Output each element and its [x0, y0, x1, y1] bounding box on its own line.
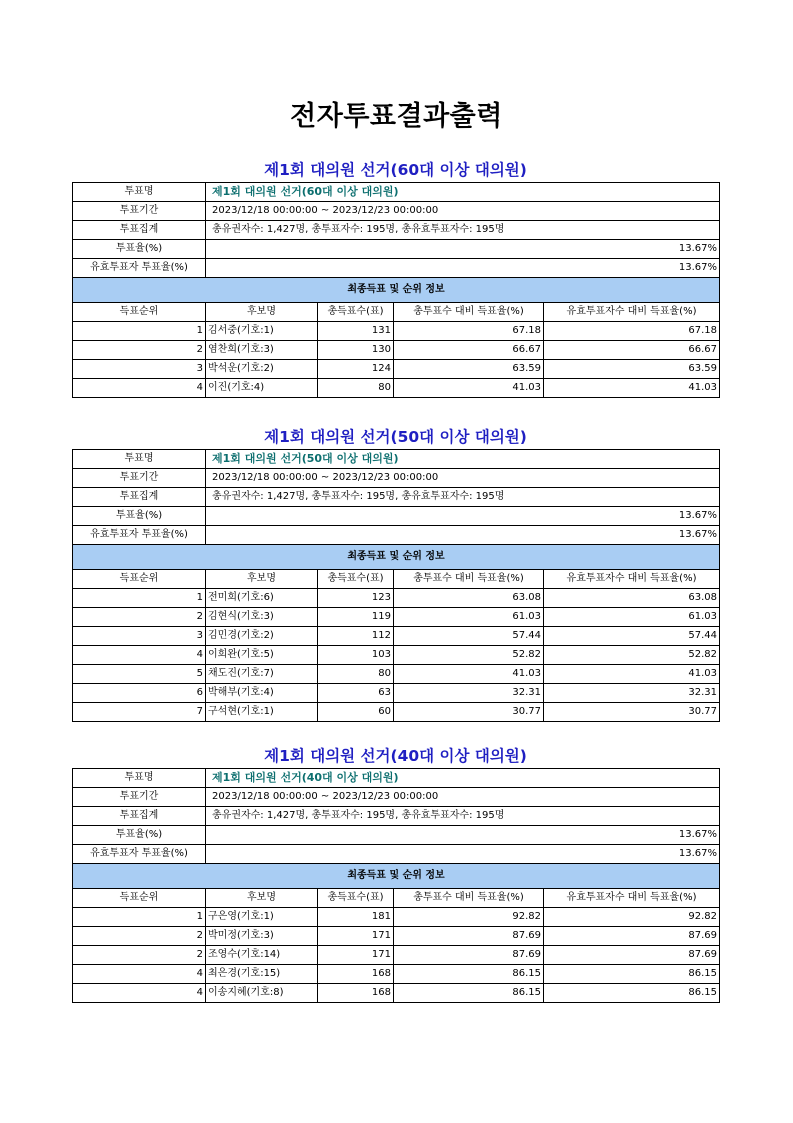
pct-valid-cell: 41.03	[544, 379, 720, 398]
result-row	[73, 646, 720, 665]
pct-total-cell: 67.18	[394, 322, 544, 341]
votes-cell: 171	[318, 946, 394, 965]
candidate-cell: 김민경(기호:2)	[206, 627, 318, 646]
votes-cell: 112	[318, 627, 394, 646]
pct-total-cell: 52.82	[394, 646, 544, 665]
candidate-cell: 이송지혜(기호:8)	[206, 984, 318, 1003]
votes-cell: 63	[318, 684, 394, 703]
pct-total-cell: 86.15	[394, 965, 544, 984]
candidate-cell: 박해부(기호:4)	[206, 684, 318, 703]
election-section	[72, 744, 719, 1003]
pct-total-cell: 66.67	[394, 341, 544, 360]
result-row	[73, 946, 720, 965]
election-name: 제1회 대의원 선거(40대 이상 대의원)	[206, 769, 720, 788]
votes-cell: 171	[318, 927, 394, 946]
col-header-pct-total: 총투표수 대비 득표율(%)	[394, 303, 544, 322]
election-table	[72, 449, 720, 722]
info-row-tally	[73, 221, 720, 240]
rank-cell: 3	[73, 627, 206, 646]
candidate-cell: 최은경(기호:15)	[206, 965, 318, 984]
votes-cell: 130	[318, 341, 394, 360]
label-valid-rate: 유효투표자 투표율(%)	[73, 845, 206, 864]
col-header-rank: 득표순위	[73, 570, 206, 589]
result-row	[73, 965, 720, 984]
votes-cell: 168	[318, 965, 394, 984]
col-header-votes: 총득표수(표)	[318, 570, 394, 589]
result-header-row	[73, 303, 720, 322]
vote-tally: 총유권자수: 1,427명, 총투표자수: 195명, 총유효투표자수: 195명	[206, 807, 720, 826]
pct-valid-cell: 86.15	[544, 984, 720, 1003]
pct-valid-cell: 67.18	[544, 322, 720, 341]
col-header-rank: 득표순위	[73, 889, 206, 908]
label-tally: 투표집계	[73, 807, 206, 826]
election-table	[72, 768, 720, 1003]
col-header-votes: 총득표수(표)	[318, 303, 394, 322]
candidate-cell: 채도진(기호:7)	[206, 665, 318, 684]
valid-turnout-rate: 13.67%	[206, 259, 720, 278]
section-title: 제1회 대의원 선거(50대 이상 대의원)	[264, 428, 527, 446]
result-row	[73, 627, 720, 646]
result-row	[73, 322, 720, 341]
label-name: 투표명	[73, 450, 206, 469]
col-header-candidate: 후보명	[206, 889, 318, 908]
rank-cell: 4	[73, 646, 206, 665]
info-row-valid-rate	[73, 845, 720, 864]
pct-total-cell: 92.82	[394, 908, 544, 927]
section-title: 제1회 대의원 선거(60대 이상 대의원)	[264, 161, 527, 179]
col-header-rank: 득표순위	[73, 303, 206, 322]
col-header-pct-valid: 유효투표자수 대비 득표율(%)	[544, 570, 720, 589]
pct-valid-cell: 63.08	[544, 589, 720, 608]
rank-cell: 6	[73, 684, 206, 703]
label-tally: 투표집계	[73, 488, 206, 507]
result-band	[73, 278, 720, 303]
rank-cell: 5	[73, 665, 206, 684]
label-name: 투표명	[73, 769, 206, 788]
candidate-cell: 구석현(기호:1)	[206, 703, 318, 722]
rank-cell: 7	[73, 703, 206, 722]
label-rate: 투표율(%)	[73, 240, 206, 259]
result-row	[73, 984, 720, 1003]
turnout-rate: 13.67%	[206, 507, 720, 526]
pct-valid-cell: 52.82	[544, 646, 720, 665]
col-header-pct-valid: 유효투표자수 대비 득표율(%)	[544, 889, 720, 908]
pct-total-cell: 86.15	[394, 984, 544, 1003]
info-row-valid-rate	[73, 526, 720, 545]
info-row-period	[73, 469, 720, 488]
pct-valid-cell: 66.67	[544, 341, 720, 360]
candidate-cell: 김현식(기호:3)	[206, 608, 318, 627]
result-header-row	[73, 889, 720, 908]
info-row-rate	[73, 240, 720, 259]
pct-total-cell: 61.03	[394, 608, 544, 627]
candidate-cell: 구은영(기호:1)	[206, 908, 318, 927]
candidate-cell: 염찬희(기호:3)	[206, 341, 318, 360]
result-header-row	[73, 570, 720, 589]
result-row	[73, 927, 720, 946]
info-row-name	[73, 450, 720, 469]
turnout-rate: 13.67%	[206, 826, 720, 845]
label-rate: 투표율(%)	[73, 507, 206, 526]
candidate-cell: 박석운(기호:2)	[206, 360, 318, 379]
label-period: 투표기간	[73, 202, 206, 221]
pct-valid-cell: 61.03	[544, 608, 720, 627]
result-row	[73, 684, 720, 703]
pct-total-cell: 63.08	[394, 589, 544, 608]
result-row	[73, 703, 720, 722]
label-period: 투표기간	[73, 469, 206, 488]
pct-valid-cell: 86.15	[544, 965, 720, 984]
info-row-rate	[73, 507, 720, 526]
rank-cell: 2	[73, 608, 206, 627]
pct-valid-cell: 41.03	[544, 665, 720, 684]
rank-cell: 4	[73, 984, 206, 1003]
result-band-label: 최종득표 및 순위 정보	[73, 545, 720, 570]
result-row	[73, 360, 720, 379]
rank-cell: 4	[73, 379, 206, 398]
pct-total-cell: 41.03	[394, 665, 544, 684]
election-table	[72, 182, 720, 398]
candidate-cell: 조영수(기호:14)	[206, 946, 318, 965]
valid-turnout-rate: 13.67%	[206, 845, 720, 864]
result-row	[73, 341, 720, 360]
rank-cell: 1	[73, 322, 206, 341]
votes-cell: 103	[318, 646, 394, 665]
pct-total-cell: 32.31	[394, 684, 544, 703]
col-header-candidate: 후보명	[206, 303, 318, 322]
info-row-period	[73, 202, 720, 221]
election-section	[72, 425, 719, 722]
election-name: 제1회 대의원 선거(50대 이상 대의원)	[206, 450, 720, 469]
rank-cell: 3	[73, 360, 206, 379]
pct-total-cell: 57.44	[394, 627, 544, 646]
col-header-votes: 총득표수(표)	[318, 889, 394, 908]
votes-cell: 168	[318, 984, 394, 1003]
candidate-cell: 이진(기호:4)	[206, 379, 318, 398]
info-row-name	[73, 183, 720, 202]
info-row-name	[73, 769, 720, 788]
label-period: 투표기간	[73, 788, 206, 807]
candidate-cell: 이희완(기호:5)	[206, 646, 318, 665]
votes-cell: 80	[318, 379, 394, 398]
col-header-pct-valid: 유효투표자수 대비 득표율(%)	[544, 303, 720, 322]
candidate-cell: 전미희(기호:6)	[206, 589, 318, 608]
pct-valid-cell: 92.82	[544, 908, 720, 927]
result-row	[73, 379, 720, 398]
label-name: 투표명	[73, 183, 206, 202]
pct-valid-cell: 57.44	[544, 627, 720, 646]
rank-cell: 2	[73, 341, 206, 360]
election-section	[72, 158, 719, 398]
pct-valid-cell: 30.77	[544, 703, 720, 722]
votes-cell: 80	[318, 665, 394, 684]
votes-cell: 124	[318, 360, 394, 379]
vote-period: 2023/12/18 00:00:00 ~ 2023/12/23 00:00:00	[206, 788, 720, 807]
label-valid-rate: 유효투표자 투표율(%)	[73, 526, 206, 545]
label-valid-rate: 유효투표자 투표율(%)	[73, 259, 206, 278]
result-row	[73, 589, 720, 608]
col-header-candidate: 후보명	[206, 570, 318, 589]
pct-valid-cell: 87.69	[544, 946, 720, 965]
label-rate: 투표율(%)	[73, 826, 206, 845]
info-row-valid-rate	[73, 259, 720, 278]
vote-period: 2023/12/18 00:00:00 ~ 2023/12/23 00:00:00	[206, 202, 720, 221]
votes-cell: 119	[318, 608, 394, 627]
label-tally: 투표집계	[73, 221, 206, 240]
col-header-pct-total: 총투표수 대비 득표율(%)	[394, 570, 544, 589]
col-header-pct-total: 총투표수 대비 득표율(%)	[394, 889, 544, 908]
page-title: 전자투표결과출력	[290, 101, 503, 132]
result-band	[73, 545, 720, 570]
votes-cell: 181	[318, 908, 394, 927]
section-title: 제1회 대의원 선거(40대 이상 대의원)	[264, 747, 527, 765]
pct-total-cell: 30.77	[394, 703, 544, 722]
pct-total-cell: 63.59	[394, 360, 544, 379]
pct-valid-cell: 87.69	[544, 927, 720, 946]
info-row-period	[73, 788, 720, 807]
pct-total-cell: 41.03	[394, 379, 544, 398]
info-row-rate	[73, 826, 720, 845]
candidate-cell: 박미정(기호:3)	[206, 927, 318, 946]
result-band-label: 최종득표 및 순위 정보	[73, 278, 720, 303]
rank-cell: 2	[73, 927, 206, 946]
rank-cell: 2	[73, 946, 206, 965]
rank-cell: 1	[73, 589, 206, 608]
vote-tally: 총유권자수: 1,427명, 총투표자수: 195명, 총유효투표자수: 195명	[206, 488, 720, 507]
pct-valid-cell: 32.31	[544, 684, 720, 703]
turnout-rate: 13.67%	[206, 240, 720, 259]
votes-cell: 123	[318, 589, 394, 608]
result-band-label: 최종득표 및 순위 정보	[73, 864, 720, 889]
vote-period: 2023/12/18 00:00:00 ~ 2023/12/23 00:00:00	[206, 469, 720, 488]
result-band	[73, 864, 720, 889]
result-row	[73, 665, 720, 684]
info-row-tally	[73, 488, 720, 507]
vote-tally: 총유권자수: 1,427명, 총투표자수: 195명, 총유효투표자수: 195명	[206, 221, 720, 240]
rank-cell: 4	[73, 965, 206, 984]
valid-turnout-rate: 13.67%	[206, 526, 720, 545]
votes-cell: 131	[318, 322, 394, 341]
result-row	[73, 608, 720, 627]
rank-cell: 1	[73, 908, 206, 927]
votes-cell: 60	[318, 703, 394, 722]
candidate-cell: 김서중(기호:1)	[206, 322, 318, 341]
result-row	[73, 908, 720, 927]
election-name: 제1회 대의원 선거(60대 이상 대의원)	[206, 183, 720, 202]
pct-valid-cell: 63.59	[544, 360, 720, 379]
pct-total-cell: 87.69	[394, 927, 544, 946]
info-row-tally	[73, 807, 720, 826]
pct-total-cell: 87.69	[394, 946, 544, 965]
